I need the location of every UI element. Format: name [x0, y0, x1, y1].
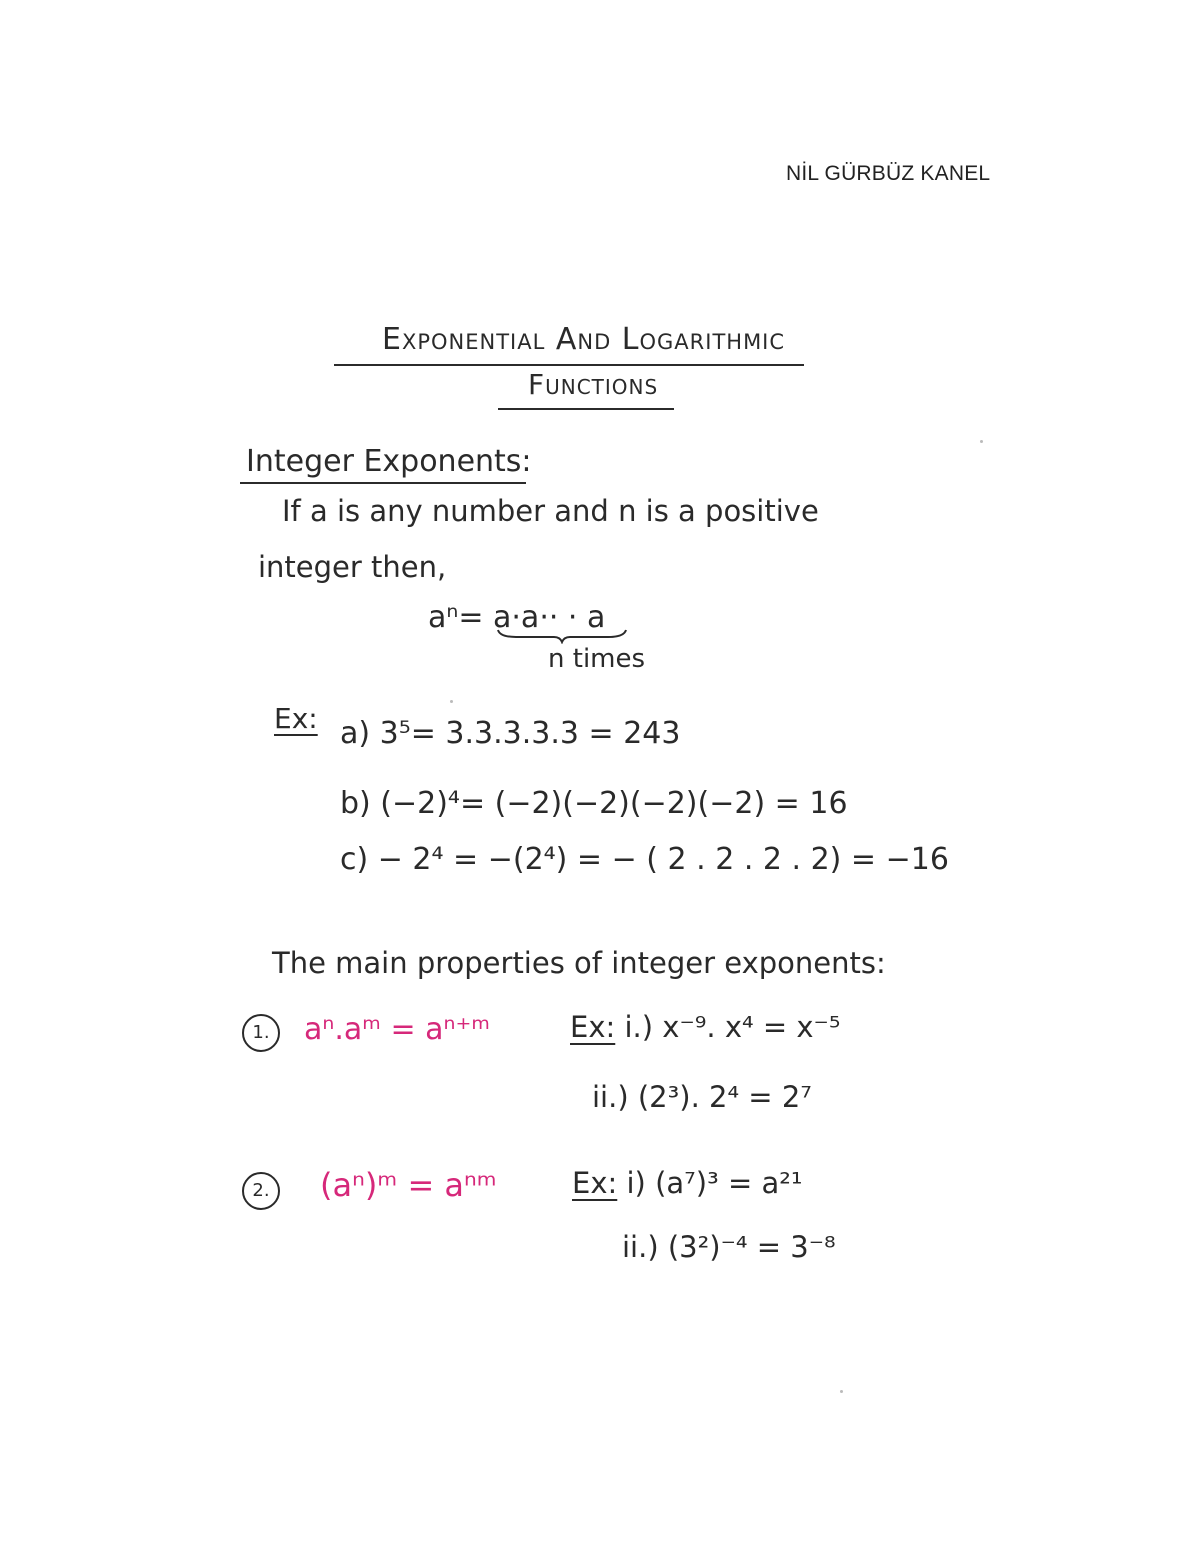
- title-line-1: Exponential And Logarithmic: [382, 322, 786, 357]
- example-c: c) − 2⁴ = −(2⁴) = − ( 2 . 2 . 2 . 2) = −16: [340, 842, 949, 877]
- power-definition-formula: aⁿ= a·a·· · a: [428, 600, 606, 635]
- property-2-ex1-text: i) (a⁷)³ = a²¹: [626, 1166, 803, 1200]
- definition-line-2: integer then,: [258, 550, 447, 584]
- scan-speck: [980, 440, 983, 443]
- examples-label: Ex:: [274, 702, 318, 735]
- title-underline-1: [334, 364, 804, 366]
- scan-speck: [840, 1390, 843, 1393]
- property-1-number: 1.: [242, 1014, 280, 1052]
- property-2-ex-label: Ex:: [572, 1166, 618, 1200]
- example-a: a) 3⁵= 3.3.3.3.3 = 243: [340, 716, 681, 751]
- section-heading: Integer Exponents:: [246, 444, 532, 479]
- n-times-label: n times: [548, 644, 646, 674]
- section-heading-underline: [240, 482, 526, 484]
- title-underline-2: [498, 408, 674, 410]
- property-2-number: 2.: [242, 1172, 280, 1210]
- scan-speck: [450, 700, 453, 703]
- author-name: NİL GÜRBÜZ KANEL: [786, 162, 991, 185]
- underbrace: [496, 628, 628, 644]
- example-b: b) (−2)⁴= (−2)(−2)(−2)(−2) = 16: [340, 786, 848, 821]
- property-1-example-1: [570, 1010, 840, 1044]
- property-2-example-1: [572, 1166, 802, 1200]
- definition-line-1: If a is any number and n is a positive: [282, 494, 819, 528]
- property-1-rule: aⁿ.aᵐ = aⁿ⁺ᵐ: [304, 1012, 491, 1047]
- properties-intro: The main properties of integer exponents:: [272, 946, 886, 980]
- property-1-example-2: ii.) (2³). 2⁴ = 2⁷: [592, 1080, 812, 1114]
- property-1-ex1-text: i.) x⁻⁹. x⁴ = x⁻⁵: [624, 1010, 841, 1044]
- property-1-ex-label: Ex:: [570, 1010, 616, 1044]
- property-2-example-2: ii.) (3²)⁻⁴ = 3⁻⁸: [622, 1230, 836, 1264]
- title-line-2: Functions: [528, 368, 659, 401]
- property-2-rule: (aⁿ)ᵐ = aⁿᵐ: [320, 1166, 497, 1204]
